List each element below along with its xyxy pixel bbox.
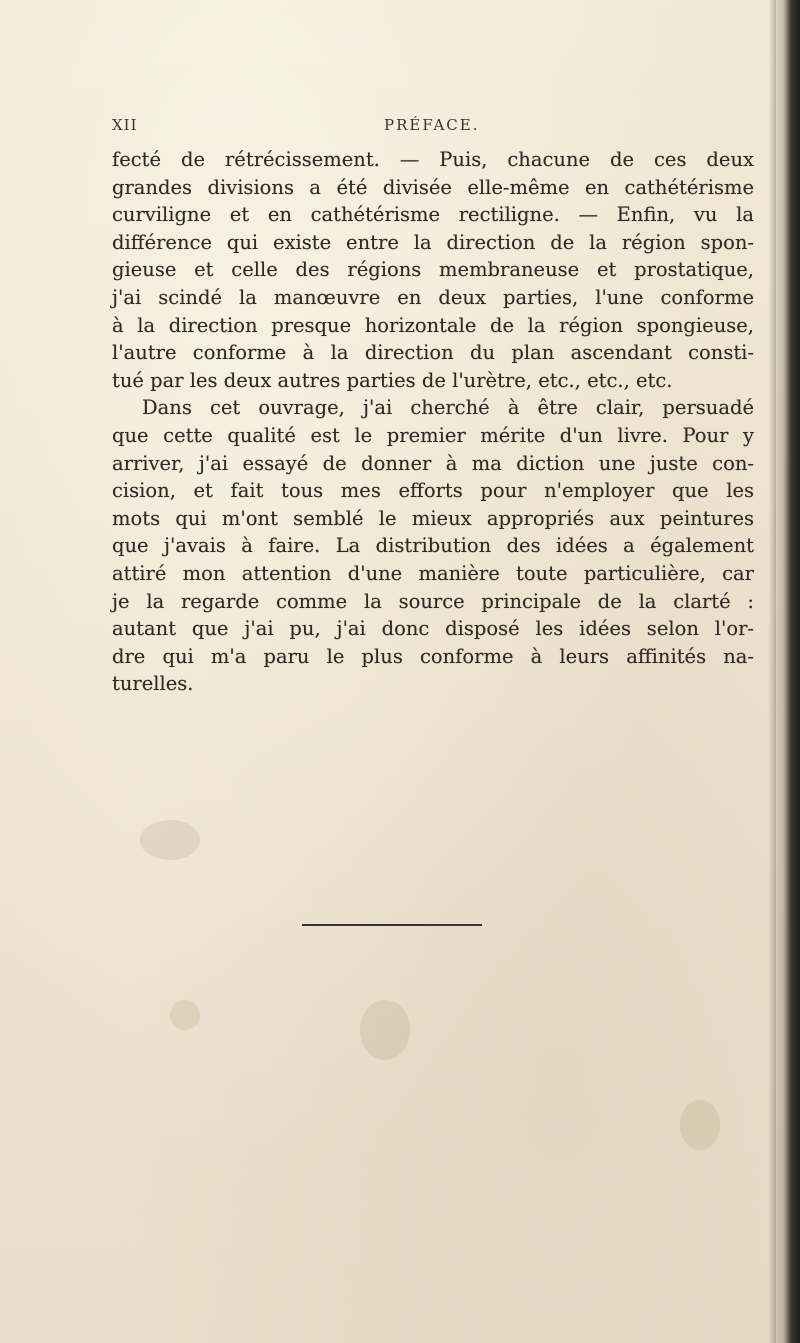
text-line: arriver, j'ai essayé de donner à ma diction une juste con-: [112, 451, 754, 475]
text-line: que j'avais à faire. La distribution des idées a également: [112, 534, 754, 558]
running-title: PRÉFACE.: [384, 116, 480, 134]
paper-stain: [360, 1000, 410, 1060]
text-line: fecté de rétrécissement. — Puis, chacune de ces deux: [112, 148, 754, 171]
text-line: tué par les deux autres parties de l'urètre, etc., etc., etc.: [112, 368, 673, 392]
text-line: cision, et fait tous mes efforts pour n'employer que les: [112, 479, 754, 503]
paper-stain: [680, 1100, 720, 1150]
paper-stain: [170, 1000, 200, 1030]
text-line: que cette qualité est le premier mérite d'un livre. Pour y: [112, 423, 754, 447]
text-line: grandes divisions a été divisée elle-même en cathétérisme: [112, 175, 754, 199]
page-header: [112, 116, 752, 140]
body-text: [112, 146, 754, 698]
page-number: XII: [112, 116, 138, 134]
text-line: dre qui m'a paru le plus conforme à leurs affinités na-: [112, 644, 754, 668]
text-line: gieuse et celle des régions membraneuse et prostatique,: [112, 258, 754, 282]
section-rule: [302, 924, 482, 926]
text-line: l'autre conforme à la direction du plan ascendant consti-: [112, 341, 754, 365]
paper-stain: [140, 820, 200, 860]
text-line: je la regarde comme la source principale de la clarté :: [112, 589, 754, 613]
text-line: différence qui existe entre la direction de la région spon-: [112, 230, 754, 254]
text-line: attiré mon attention d'une manière toute particulière, car: [112, 561, 754, 585]
text-line: mots qui m'ont semblé le mieux appropriés aux peintures: [112, 506, 754, 530]
text-line: j'ai scindé la manœuvre en deux parties, l'une conforme: [112, 285, 754, 309]
text-line: à la direction presque horizontale de la région spongieuse,: [112, 313, 754, 337]
text-line: turelles.: [112, 672, 194, 696]
page-edge: [770, 0, 800, 1343]
text-line: autant que j'ai pu, j'ai donc disposé les idées selon l'or-: [112, 617, 754, 641]
text-line: curviligne et en cathétérisme rectiligne. — Enfin, vu la: [112, 203, 754, 227]
text-line: Dans cet ouvrage, j'ai cherché à être clair, persuadé: [142, 396, 754, 420]
